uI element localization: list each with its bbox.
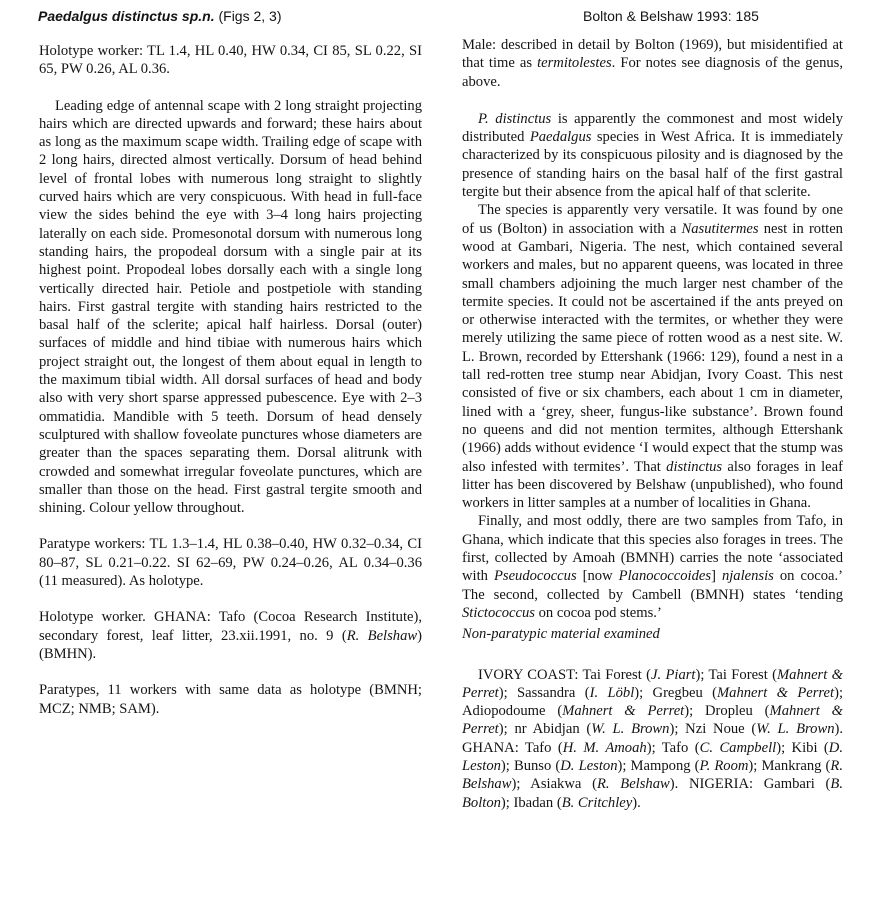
left-column	[39, 42, 422, 718]
taxon-name: Planococcoides	[618, 568, 712, 585]
text-span: species in West Africa. It is immediately characterized by its conspicuous pilosity and is diagnosed by the presence of standing hairs on the basal half of the first gastral tergite but their absence from the apical half of that sclerite.	[462, 129, 843, 201]
collector-name: R. Belshaw	[346, 627, 418, 644]
taxon-name: Stictococcus	[462, 604, 535, 621]
text-span: Male: described in detail by Bolton (1969), but misidentified at that time as	[462, 37, 843, 72]
collector-name: H. M. Amoah	[562, 739, 647, 756]
collector-name: R. Belshaw	[596, 776, 670, 793]
collector-name: Mahnert & Perret	[562, 703, 685, 720]
section-heading: Non-paratypic material examined	[462, 626, 660, 643]
taxon-name: P. distinctus	[478, 110, 552, 127]
taxon-name: Nasutitermes	[681, 220, 759, 237]
collector-name: B. Critchley	[561, 794, 633, 811]
text-span: ); Asiakwa (	[511, 776, 597, 793]
biology-paragraph	[462, 201, 843, 512]
text-span: ); Ibadan (	[500, 794, 562, 811]
figure-reference: (Figs 2, 3)	[214, 8, 282, 24]
text-span: on cocoa pod stems.’	[534, 604, 662, 621]
holotype-depository: ) (BMHN).	[39, 627, 422, 662]
taxon-name: Paedalgus	[529, 129, 592, 146]
paratype-measurements: Paratype workers: TL 1.3–1.4, HL 0.38–0.40, HW 0.32–0.34, CI 80–87, SL 0.21–0.22. SI 62–69, PW 0.24–0.26, AL 0.34–0.36 (11 measured). As holotype.	[39, 536, 422, 590]
taxon-name: termitolestes	[537, 55, 612, 72]
collector-name: B. Bolton	[462, 776, 843, 811]
holotype-locality: Holotype worker. GHANA: Tafo (Cocoa Research Institute), secondary forest, leaf litter, 23.xii.1991, no. 9 (	[39, 609, 422, 644]
collector-name: P. Room	[699, 757, 749, 774]
citation-header: Bolton & Belshaw 1993: 185	[583, 8, 759, 24]
collector-name: W. L. Brown	[756, 721, 835, 738]
text-span: Finally, and most oddly, there are two samples from Tafo, in Ghana, which indicate that this species also forages in trees. The first, collected by Amoah (BMNH) carries the note ‘associated with	[462, 513, 843, 585]
collector-name: D. Leston	[560, 757, 618, 774]
collector-name: Mahnert & Perret	[717, 684, 835, 701]
text-span: . For notes see diagnosis of the genus, above.	[462, 55, 843, 90]
collector-name: R. Belshaw	[462, 757, 843, 793]
text-span: ); Mampong (	[617, 757, 700, 774]
material-list	[462, 666, 843, 812]
text-span: ]	[711, 568, 722, 585]
text-span: ). GHANA: Tafo (	[462, 721, 844, 756]
text-span: ); Dropleu (	[684, 703, 770, 720]
collector-name: Mahnert & Perret	[462, 703, 843, 738]
diagnosis-paragraph	[462, 110, 843, 201]
text-span: ); Bunso (	[500, 757, 561, 774]
text-span: ); Gregbeu (	[634, 684, 717, 701]
taxon-name: njalensis	[721, 568, 774, 585]
text-span: ); Mankrang (	[748, 757, 831, 774]
collector-name: I. Löbl	[589, 684, 635, 701]
text-span: nest in rotten wood at Gambari, Nigeria. The nest, which contained several workers and males, but no apparent queens, was located in three small chambers adjoining the much larger nest chamber of the termite species. It could not be ascertained if the ants preyed on or otherwise interacted with the termites, or whether they were merely utilizing the same piece of rotten wood as a nest site. W. L. Brown, recorded by Ettershank (1966: 129), found a nest in a tall red-rotten tree stump near Abidjan, Ivory Coast. This nest consisted of five or six chambers, each about 1 cm in diameter, lined with a ‘grey, sheer, fungus-like substance’. Brown found no queens and did not mention termites, although Ettershank (1966) adds without evidence ‘I would expect that the stump was also infested with termites’. That	[462, 220, 843, 475]
text-span: [now	[576, 568, 619, 585]
text-span: ); Sassandra (	[498, 684, 590, 701]
text-span: ); Kibi (	[776, 739, 829, 756]
paratypes-data: Paratypes, 11 workers with same data as holotype (BMNH; MCZ; NMB; SAM).	[39, 682, 422, 717]
text-span: ); nr Abidjan (	[498, 721, 592, 738]
arboreal-paragraph	[462, 512, 843, 622]
text-span: ); Nzi Noue (	[669, 721, 757, 738]
text-span: on cocoa.’ The second, collected by Cambell (BMNH) states ‘tending	[462, 568, 843, 603]
collector-name: Mahnert & Perret	[462, 666, 843, 701]
text-span: ).	[632, 794, 641, 811]
collector-name: C. Campbell	[699, 739, 777, 756]
text-span: ); Tai Forest (	[695, 666, 778, 683]
male-note	[462, 36, 843, 91]
text-span: ); Adiopodoume (	[462, 684, 843, 720]
species-name: Paedalgus distinctus sp.n.	[38, 8, 215, 24]
collector-name: D. Leston	[462, 739, 843, 774]
text-span: ); Tafo (	[646, 739, 700, 756]
holotype-data	[39, 608, 422, 663]
text-span: ). NIGERIA: Gambari (	[669, 776, 831, 793]
nonparatypic-heading	[462, 625, 843, 643]
text-span: IVORY COAST: Tai Forest (	[478, 666, 651, 683]
species-heading	[38, 8, 438, 25]
taxon-name: distinctus	[666, 458, 723, 475]
collector-name: J. Piart	[651, 666, 696, 683]
collector-name: W. L. Brown	[591, 721, 670, 738]
holotype-measurements: Holotype worker: TL 1.4, HL 0.40, HW 0.34, CI 85, SL 0.22, SI 65, PW 0.26, AL 0.36.	[39, 43, 422, 78]
text-span: is apparently the commonest and most widely distributed	[462, 110, 843, 146]
right-column	[462, 36, 843, 812]
taxon-name: Pseudococcus	[493, 568, 577, 585]
text-span: also forages in leaf litter has been discovered by Belshaw (unpublished), who found workers in litter samples at a number of localities in Ghana.	[462, 458, 843, 512]
text-span: The species is apparently very versatile. It was found by one of us (Bolton) in association with a	[462, 202, 843, 237]
description-paragraph: Leading edge of antennal scape with 2 long straight projecting hairs which are directed upwards and forward; these hairs about as long as the maximum scape width. Trailing edge of scape with 2 long hairs, directed almost vertically. Dorsum of head behind level of frontal lobes with numerous long straight to slightly curved hairs which are very conspicuous. With head in full-face view the sides behind the eye with 3–4 long hairs projecting laterally on each side. Promesonotal dorsum with numerous long standing hairs, the propodeal dorsum with a single pair at its highest point. Propodeal lobes dorsally each with a single long vertically directed hair. Petiole and postpetiole with standing hairs. First gastral tergite with standing hairs restricted to the basal half of the sclerite; apical half hairless. Dorsal (outer) surfaces of middle and hind tibiae with numerous hairs which project straight out, the longest of them about equal in length to the maximum tibial width. All dorsal surfaces of head and body also with very short sparse appressed pubescence. Eye with 2–3 ommatidia. Mandible with 5 teeth. Dorsum of head densely sculptured with shallow foveolate punctures whose diameters are greater than the spaces separating them. Dorsal alitrunk with crowded and somewhat irregular foveolate punctures, which are smaller than those on the head. First gastral tergite smooth and shining. Colour yellow throughout.	[39, 97, 422, 517]
